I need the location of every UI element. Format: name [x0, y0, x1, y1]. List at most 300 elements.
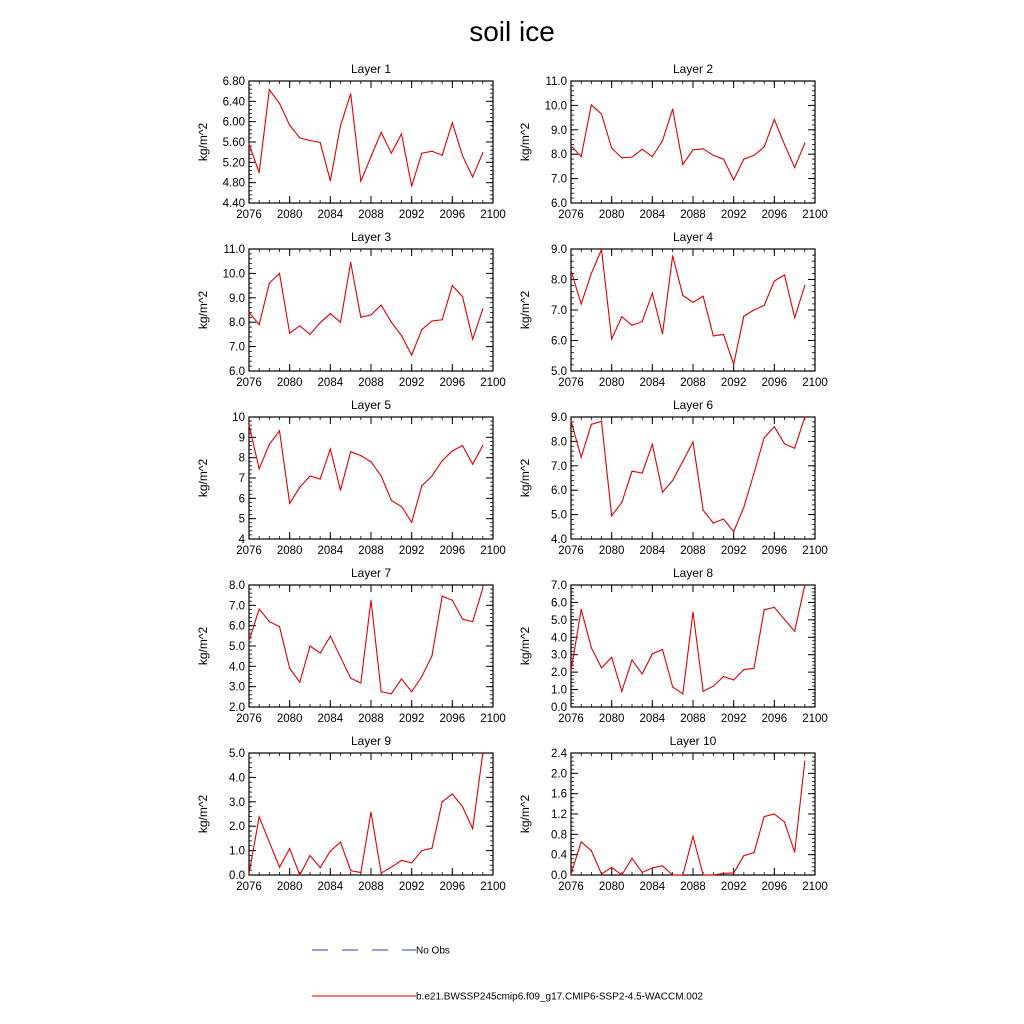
series-line	[249, 753, 483, 875]
data-point	[442, 801, 443, 802]
data-point	[723, 334, 724, 335]
y-tick-label: 7	[238, 473, 245, 485]
data-point	[662, 492, 663, 493]
data-point	[299, 487, 300, 488]
data-point	[723, 158, 724, 159]
data-point	[774, 280, 775, 281]
series-line	[571, 105, 805, 180]
x-tick-label: 2100	[480, 545, 506, 557]
data-point	[591, 273, 592, 274]
data-point	[581, 156, 582, 157]
data-point	[299, 137, 300, 138]
data-point	[391, 153, 392, 154]
y-tick-label: 7.0	[551, 173, 567, 186]
data-point	[340, 841, 341, 842]
data-point	[723, 518, 724, 519]
data-point	[652, 156, 653, 157]
y-tick-label: 6.40	[222, 96, 245, 109]
y-tick-label: 9	[238, 432, 245, 445]
data-point	[753, 155, 754, 156]
data-point	[692, 302, 693, 303]
x-tick-label: 2100	[802, 713, 828, 725]
data-point	[391, 500, 392, 501]
x-tick-label: 2076	[558, 545, 584, 557]
data-point	[794, 167, 795, 168]
data-point	[360, 455, 361, 456]
data-point	[611, 515, 612, 516]
y-tick-label: 5.0	[229, 748, 245, 760]
panel-title: Layer 2	[672, 62, 714, 76]
data-point	[259, 172, 260, 173]
data-point	[320, 142, 321, 143]
data-point	[259, 468, 260, 469]
data-point	[370, 461, 371, 462]
data-point	[472, 464, 473, 465]
panel-title: Layer 6	[672, 398, 714, 412]
data-point	[391, 322, 392, 323]
data-point	[462, 619, 463, 620]
data-point	[743, 855, 744, 856]
x-tick-label: 2100	[480, 713, 506, 725]
data-point	[804, 761, 805, 762]
data-point	[764, 437, 765, 438]
plot-frame	[571, 81, 815, 203]
data-point	[652, 653, 653, 654]
data-point	[482, 308, 483, 309]
x-tick-label: 2100	[802, 545, 828, 557]
data-point	[309, 645, 310, 646]
data-point	[350, 451, 351, 452]
data-point	[611, 338, 612, 339]
y-tick-label: 9.0	[229, 292, 245, 305]
data-point	[631, 157, 632, 158]
x-tick-label: 2092	[398, 209, 425, 221]
series-line	[571, 761, 805, 875]
x-tick-label: 2080	[276, 713, 303, 725]
x-tick-label: 2100	[802, 881, 828, 893]
data-point	[733, 364, 734, 365]
y-tick-label: 9.0	[551, 412, 567, 424]
series-line	[571, 417, 805, 532]
data-point	[330, 180, 331, 181]
data-point	[299, 682, 300, 683]
y-tick-label: 3.0	[229, 681, 245, 694]
data-point	[442, 319, 443, 320]
panel-title: Layer 1	[350, 62, 392, 76]
data-point	[703, 691, 704, 692]
data-point	[431, 151, 432, 152]
data-point	[320, 478, 321, 479]
y-tick-label: 0.0	[551, 870, 567, 882]
data-point	[764, 305, 765, 306]
data-point	[713, 874, 714, 875]
data-point	[289, 668, 290, 669]
data-point	[581, 609, 582, 610]
data-point	[370, 156, 371, 157]
data-point	[784, 619, 785, 620]
data-point	[279, 103, 280, 104]
data-point	[713, 523, 714, 524]
x-tick-label: 2088	[358, 881, 384, 893]
x-tick-label: 2092	[720, 881, 747, 893]
y-tick-label: 1.6	[551, 788, 567, 801]
data-point	[411, 355, 412, 356]
panel-layer-10	[518, 734, 828, 893]
data-point	[672, 686, 673, 687]
y-tick-label: 4.0	[229, 772, 245, 785]
x-tick-label: 2096	[761, 713, 788, 725]
y-tick-label: 0.4	[551, 849, 567, 862]
data-point	[248, 143, 249, 144]
data-point	[401, 133, 402, 134]
plot-frame	[571, 585, 815, 707]
panel-title: Layer 3	[350, 230, 392, 244]
data-point	[421, 850, 422, 851]
data-point	[360, 872, 361, 873]
x-tick-label: 2088	[680, 377, 706, 389]
data-point	[804, 584, 805, 585]
data-point	[269, 89, 270, 90]
y-axis-label: kg/m^2	[518, 122, 532, 162]
x-tick-label: 2096	[439, 209, 466, 221]
data-point	[733, 872, 734, 873]
data-point	[692, 441, 693, 442]
y-tick-label: 8.0	[551, 436, 567, 449]
panel-layer-3	[196, 230, 506, 389]
x-tick-label: 2100	[480, 209, 506, 221]
data-point	[330, 850, 331, 851]
data-point	[289, 125, 290, 126]
data-point	[309, 140, 310, 141]
y-tick-label: 4.0	[229, 661, 245, 674]
x-tick-label: 2080	[598, 545, 625, 557]
y-tick-label: 2.0	[551, 768, 567, 781]
data-point	[381, 132, 382, 133]
data-point	[462, 296, 463, 297]
x-tick-label: 2076	[558, 209, 584, 221]
y-tick-label: 4.0	[551, 632, 567, 645]
data-point	[703, 874, 704, 875]
data-point	[692, 836, 693, 837]
data-point	[581, 841, 582, 842]
plot-frame	[571, 249, 815, 371]
data-point	[340, 490, 341, 491]
x-tick-label: 2096	[761, 377, 788, 389]
data-point	[248, 424, 249, 425]
y-tick-label: 3.0	[229, 796, 245, 809]
data-point	[431, 848, 432, 849]
data-point	[381, 872, 382, 873]
data-point	[279, 273, 280, 274]
x-tick-label: 2080	[598, 377, 625, 389]
data-point	[452, 450, 453, 451]
y-tick-label: 0.0	[229, 870, 245, 882]
panel-title: Layer 9	[350, 734, 392, 748]
y-tick-label: 3.0	[551, 649, 567, 662]
legend-label-no-obs: No Obs	[416, 945, 450, 957]
data-point	[794, 631, 795, 632]
y-tick-label: 5.0	[551, 366, 567, 378]
data-point	[391, 693, 392, 694]
data-point	[652, 293, 653, 294]
y-tick-label: 8.0	[551, 274, 567, 287]
x-tick-label: 2080	[276, 209, 303, 221]
x-tick-label: 2096	[439, 545, 466, 557]
x-tick-label: 2100	[802, 377, 828, 389]
x-tick-label: 2084	[317, 209, 344, 221]
y-tick-label: 4.0	[551, 534, 567, 546]
data-point	[703, 148, 704, 149]
series-line	[249, 425, 483, 523]
y-tick-label: 6.0	[229, 620, 245, 633]
data-point	[611, 657, 612, 658]
y-tick-label: 2.0	[229, 821, 245, 834]
data-point	[662, 865, 663, 866]
panel-layer-9	[196, 734, 506, 893]
y-axis-label: kg/m^2	[196, 794, 210, 834]
data-point	[631, 325, 632, 326]
x-tick-label: 2084	[639, 713, 666, 725]
y-tick-label: 7.0	[229, 600, 245, 613]
y-tick-label: 1.2	[551, 809, 567, 821]
y-tick-label: 7.0	[551, 305, 567, 317]
data-point	[269, 621, 270, 622]
x-tick-label: 2096	[761, 881, 788, 893]
x-tick-label: 2092	[398, 377, 425, 389]
data-point	[442, 155, 443, 156]
data-point	[299, 325, 300, 326]
panel-layer-8	[518, 566, 828, 725]
data-point	[279, 430, 280, 431]
y-tick-label: 5.60	[222, 137, 245, 149]
y-tick-label: 6.0	[551, 597, 567, 610]
data-point	[259, 816, 260, 817]
data-point	[774, 813, 775, 814]
data-point	[289, 333, 290, 334]
figure-title: soil ice	[469, 16, 555, 47]
y-tick-label: 6.0	[551, 485, 567, 498]
data-point	[299, 874, 300, 875]
data-point	[320, 653, 321, 654]
data-point	[350, 262, 351, 263]
data-point	[259, 608, 260, 609]
legend-label-model: b.e21.BWSSP245cmip6.f09_g17.CMIP6-SSP2-4.5-WACCM.002	[416, 991, 703, 1003]
data-point	[631, 471, 632, 472]
data-point	[259, 324, 260, 325]
x-tick-label: 2092	[720, 545, 747, 557]
x-tick-label: 2076	[558, 881, 584, 893]
panel-title: Layer 5	[350, 398, 392, 412]
data-point	[682, 295, 683, 296]
data-point	[713, 155, 714, 156]
x-tick-label: 2076	[558, 377, 584, 389]
data-point	[431, 320, 432, 321]
panel-layer-2	[518, 62, 828, 221]
data-point	[652, 867, 653, 868]
data-point	[591, 850, 592, 851]
y-tick-label: 4	[238, 534, 245, 546]
data-point	[652, 444, 653, 445]
data-point	[621, 316, 622, 317]
data-point	[570, 420, 571, 421]
y-tick-label: 5.0	[551, 509, 567, 522]
data-point	[431, 475, 432, 476]
data-point	[743, 507, 744, 508]
data-point	[289, 503, 290, 504]
data-point	[462, 155, 463, 156]
data-point	[472, 339, 473, 340]
data-point	[411, 522, 412, 523]
data-point	[269, 444, 270, 445]
y-tick-label: 1.0	[551, 684, 567, 697]
series-line	[249, 588, 483, 694]
data-point	[370, 314, 371, 315]
y-axis-label: kg/m^2	[518, 458, 532, 498]
x-tick-label: 2092	[720, 209, 747, 221]
data-point	[621, 157, 622, 158]
panel-title: Layer 8	[672, 566, 714, 580]
data-point	[452, 285, 453, 286]
data-point	[482, 752, 483, 753]
data-point	[601, 249, 602, 250]
data-point	[631, 659, 632, 660]
panel-title: Layer 4	[672, 230, 714, 244]
data-point	[482, 587, 483, 588]
data-point	[360, 682, 361, 683]
panel-layer-5	[196, 398, 506, 557]
data-point	[360, 181, 361, 182]
y-tick-label: 6.80	[222, 76, 245, 88]
data-point	[340, 657, 341, 658]
y-tick-label: 2.4	[551, 748, 567, 760]
y-axis-label: kg/m^2	[196, 290, 210, 330]
data-point	[570, 270, 571, 271]
x-tick-label: 2092	[398, 881, 425, 893]
data-point	[452, 122, 453, 123]
data-point	[642, 321, 643, 322]
data-point	[601, 873, 602, 874]
series-line	[571, 585, 805, 694]
data-point	[309, 334, 310, 335]
data-point	[662, 140, 663, 141]
data-point	[753, 473, 754, 474]
data-point	[662, 649, 663, 650]
data-point	[672, 874, 673, 875]
data-point	[672, 108, 673, 109]
data-point	[350, 93, 351, 94]
x-tick-label: 2088	[358, 377, 384, 389]
x-tick-label: 2080	[598, 209, 625, 221]
data-point	[682, 693, 683, 694]
data-point	[269, 283, 270, 284]
y-tick-label: 10	[232, 412, 245, 424]
data-point	[340, 125, 341, 126]
data-point	[672, 255, 673, 256]
data-point	[703, 296, 704, 297]
data-point	[764, 146, 765, 147]
data-point	[411, 691, 412, 692]
data-point	[692, 149, 693, 150]
y-tick-label: 9.0	[551, 124, 567, 137]
data-point	[581, 457, 582, 458]
x-tick-label: 2092	[720, 713, 747, 725]
x-tick-label: 2088	[680, 881, 706, 893]
data-point	[794, 317, 795, 318]
data-point	[692, 611, 693, 612]
data-point	[611, 867, 612, 868]
x-tick-label: 2076	[236, 209, 262, 221]
data-point	[723, 873, 724, 874]
y-tick-label: 5.0	[229, 641, 245, 653]
data-point	[411, 862, 412, 863]
data-point	[784, 144, 785, 145]
x-tick-label: 2096	[439, 713, 466, 725]
x-tick-label: 2080	[598, 713, 625, 725]
data-point	[794, 448, 795, 449]
data-point	[601, 113, 602, 114]
data-point	[370, 600, 371, 601]
x-tick-label: 2084	[317, 545, 344, 557]
data-point	[289, 848, 290, 849]
x-tick-label: 2096	[439, 377, 466, 389]
y-tick-label: 11.0	[545, 76, 567, 88]
y-tick-label: 5.20	[222, 157, 245, 170]
y-tick-label: 8	[238, 452, 245, 465]
data-point	[611, 148, 612, 149]
x-tick-label: 2096	[439, 881, 466, 893]
y-tick-label: 6.0	[551, 198, 567, 210]
x-tick-label: 2096	[761, 545, 788, 557]
data-point	[703, 510, 704, 511]
y-tick-label: 11.0	[223, 244, 245, 256]
data-point	[672, 480, 673, 481]
data-point	[723, 676, 724, 677]
data-point	[743, 158, 744, 159]
data-point	[269, 841, 270, 842]
x-tick-label: 2084	[639, 209, 666, 221]
y-tick-label: 9.0	[551, 244, 567, 256]
data-point	[442, 596, 443, 597]
data-point	[774, 119, 775, 120]
y-tick-label: 10.0	[544, 100, 567, 113]
x-tick-label: 2084	[639, 545, 666, 557]
data-point	[442, 460, 443, 461]
data-point	[764, 816, 765, 817]
data-point	[591, 424, 592, 425]
y-tick-label: 7.0	[551, 460, 567, 473]
data-point	[682, 461, 683, 462]
data-point	[753, 309, 754, 310]
data-point	[330, 636, 331, 637]
x-tick-label: 2084	[639, 377, 666, 389]
y-axis-label: kg/m^2	[518, 626, 532, 666]
data-point	[804, 143, 805, 144]
data-point	[753, 852, 754, 853]
data-point	[621, 691, 622, 692]
y-tick-label: 0.0	[551, 702, 567, 714]
y-axis-label: kg/m^2	[518, 794, 532, 834]
y-tick-label: 6	[238, 493, 245, 506]
data-point	[482, 152, 483, 153]
data-point	[581, 303, 582, 304]
data-point	[472, 828, 473, 829]
x-tick-label: 2088	[680, 545, 706, 557]
x-tick-label: 2088	[358, 545, 384, 557]
data-point	[733, 531, 734, 532]
x-tick-label: 2084	[317, 713, 344, 725]
data-point	[642, 673, 643, 674]
data-point	[743, 669, 744, 670]
